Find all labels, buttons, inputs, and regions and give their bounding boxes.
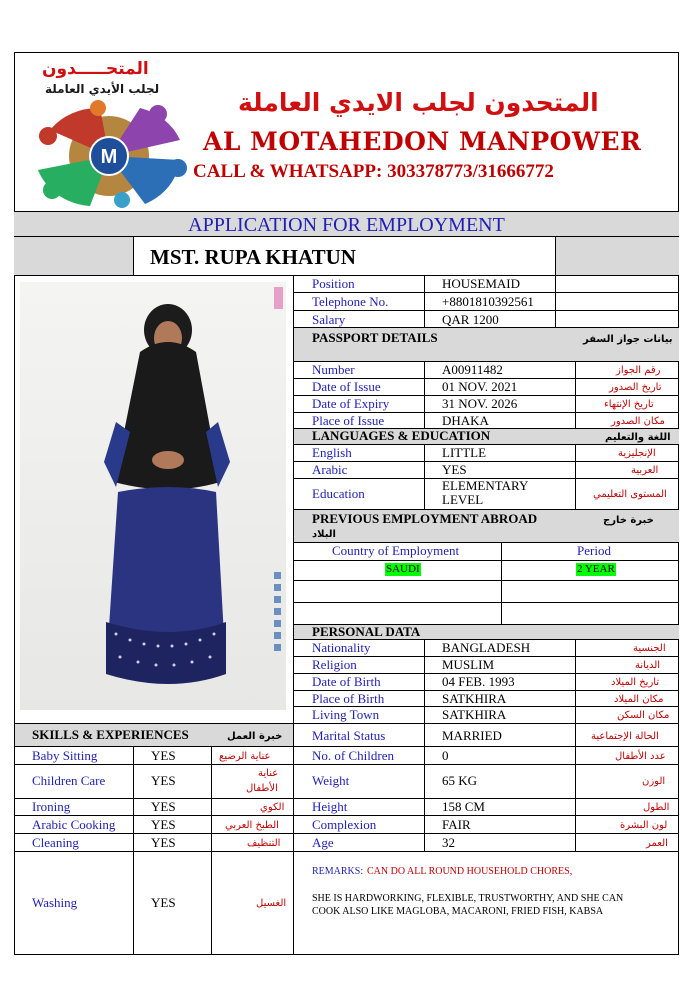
form-title: APPLICATION FOR EMPLOYMENT (188, 214, 505, 236)
date-of-issue-label: Date of Issue (312, 379, 381, 394)
place-of-issue-value: DHAKA (442, 413, 489, 428)
company-name-arabic: المتحدون لجلب الايدي العاملة (238, 88, 599, 117)
previous-employment-heading-arabic-2: البلاد (312, 529, 336, 540)
company-phone: CALL & WHATSAPP: 303378773/31666772 (193, 161, 554, 182)
living-town-arabic: مكان السكن (617, 710, 670, 721)
salary-label: Salary (312, 312, 346, 327)
remarks-line-3: COOK ALSO LIKE MAGLOBA, MACARONI, FRIED FISH, KABSA (312, 906, 604, 917)
place-of-issue-label: Place of Issue (312, 413, 385, 428)
marital-status-value: MARRIED (442, 728, 502, 743)
ironing-value: YES (151, 799, 176, 814)
nationality-value: BANGLADESH (442, 640, 531, 655)
cleaning-label: Cleaning (32, 835, 79, 850)
telephone-value: +8801810392561 (442, 294, 534, 309)
marital-status-label: Marital Status (312, 728, 386, 743)
ironing-arabic: الكوي (260, 802, 285, 813)
place-of-birth-label: Place of Birth (312, 691, 385, 706)
education-value: ELEMENTARY (442, 478, 529, 493)
education-arabic: المستوى التعليمي (593, 489, 667, 500)
arabic-cooking-arabic: الطبخ العربي (225, 820, 279, 831)
age-arabic: العمر (646, 838, 668, 849)
washing-value: YES (151, 895, 176, 910)
religion-label: Religion (312, 657, 357, 672)
skills-heading: SKILLS & EXPERIENCES (32, 727, 189, 742)
date-of-issue-value: 01 NOV. 2021 (442, 379, 518, 394)
children-label: No. of Children (312, 748, 394, 763)
children-value: 0 (442, 748, 449, 763)
telephone-label: Telephone No. (312, 294, 389, 309)
logo-arabic-subtitle: لجلب الأيدي العاملة (45, 82, 160, 96)
height-label: Height (312, 799, 348, 814)
logo-arabic-name: المتحـــــدون (42, 59, 149, 79)
passport-number-label: Number (312, 362, 355, 377)
weight-label: Weight (312, 773, 350, 788)
date-of-expiry-arabic: تاريخ الإنتهاء (604, 399, 654, 410)
place-of-birth-arabic: مكان الميلاد (614, 694, 664, 705)
english-label: English (312, 445, 352, 460)
date-of-birth-value: 04 FEB. 1993 (442, 674, 515, 689)
previous-country: SAUDI (386, 563, 420, 575)
height-arabic: الطول (643, 802, 670, 813)
height-value: 158 CM (442, 799, 485, 814)
languages-heading-arabic: اللغة والتعليم (605, 432, 671, 443)
complexion-value: FAIR (442, 817, 471, 832)
previous-period: 2 YEAR (577, 563, 615, 575)
country-of-employment-header: Country of Employment (332, 543, 460, 558)
passport-heading-arabic: بيانات جواز السفر (583, 334, 673, 345)
baby-sitting-label: Baby Sitting (32, 748, 98, 763)
children-care-label: Children Care (32, 773, 106, 788)
passport-number-value: A00911482 (442, 362, 503, 377)
languages-heading: LANGUAGES & EDUCATION (312, 428, 491, 443)
place-of-birth-value: SATKHIRA (442, 691, 507, 706)
cleaning-value: YES (151, 835, 176, 850)
applicant-photo (20, 282, 286, 710)
age-label: Age (312, 835, 334, 850)
arabic-cooking-label: Arabic Cooking (32, 817, 116, 832)
religion-value: MUSLIM (442, 657, 495, 672)
date-of-expiry-label: Date of Expiry (312, 396, 390, 411)
living-town-label: Living Town (312, 707, 380, 722)
date-of-birth-arabic: تاريخ الميلاد (611, 677, 660, 688)
arabic-label: Arabic (312, 462, 348, 477)
period-header: Period (577, 543, 611, 558)
cleaning-arabic: التنظيف (247, 838, 281, 849)
marital-status-arabic: الحالة الإجتماعية (591, 731, 659, 742)
living-town-value: SATKHIRA (442, 707, 507, 722)
age-value: 32 (442, 835, 455, 850)
arabic-arabic: العربية (631, 465, 659, 476)
ironing-label: Ironing (32, 799, 71, 814)
arabic-cooking-value: YES (151, 817, 176, 832)
nationality-label: Nationality (312, 640, 371, 655)
company-name-english: AL MOTAHEDON MANPOWER (203, 127, 642, 156)
personal-data-heading: PERSONAL DATA (312, 624, 421, 639)
remarks-label: REMARKS: (312, 866, 364, 877)
weight-value: 65 KG (442, 773, 478, 788)
complexion-label: Complexion (312, 817, 377, 832)
baby-sitting-arabic: عناية الرضيع (219, 751, 271, 762)
applicant-name: MST. RUPA KHATUN (150, 245, 356, 269)
company-logo (30, 100, 188, 208)
remarks-line-2: SHE IS HARDWORKING, FLEXIBLE, TRUSTWORTHY, AND SHE CAN (312, 893, 624, 904)
date-of-issue-arabic: تاريخ الصدور (609, 382, 662, 393)
baby-sitting-value: YES (151, 748, 176, 763)
passport-number-arabic: رقم الجواز (616, 365, 661, 376)
position-value: HOUSEMAID (442, 276, 520, 291)
religion-arabic: الديانة (635, 660, 661, 671)
children-arabic: عدد الأطفال (615, 751, 666, 762)
washing-arabic: الغسيل (256, 898, 287, 909)
previous-employment-heading: PREVIOUS EMPLOYMENT ABROAD (312, 511, 538, 526)
children-care-value: YES (151, 773, 176, 788)
children-care-arabic-line2: الأطفال (246, 783, 278, 794)
passport-heading: PASSPORT DETAILS (312, 330, 438, 345)
remarks-line-1: CAN DO ALL ROUND HOUSEHOLD CHORES, (367, 866, 573, 877)
date-of-birth-label: Date of Birth (312, 674, 381, 689)
english-arabic: الإنجليزية (618, 448, 656, 459)
previous-employment-heading-arabic: خبرة خارج (603, 515, 654, 526)
salary-value: QAR 1200 (442, 312, 499, 327)
education-value-line2: LEVEL (442, 492, 484, 507)
english-value: LITTLE (442, 445, 487, 460)
arabic-value: YES (442, 462, 467, 477)
children-care-arabic: عناية (258, 768, 279, 779)
complexion-arabic: لون البشرة (620, 820, 668, 831)
place-of-issue-arabic: مكان الصدور (611, 416, 665, 427)
logo-letter: M (100, 146, 118, 168)
weight-arabic: الوزن (642, 776, 666, 787)
skills-heading-arabic: خبرة العمل (227, 731, 283, 742)
position-label: Position (312, 276, 355, 291)
education-label: Education (312, 486, 365, 501)
washing-label: Washing (32, 895, 78, 910)
date-of-expiry-value: 31 NOV. 2026 (442, 396, 518, 411)
nationality-arabic: الجنسية (633, 643, 666, 654)
